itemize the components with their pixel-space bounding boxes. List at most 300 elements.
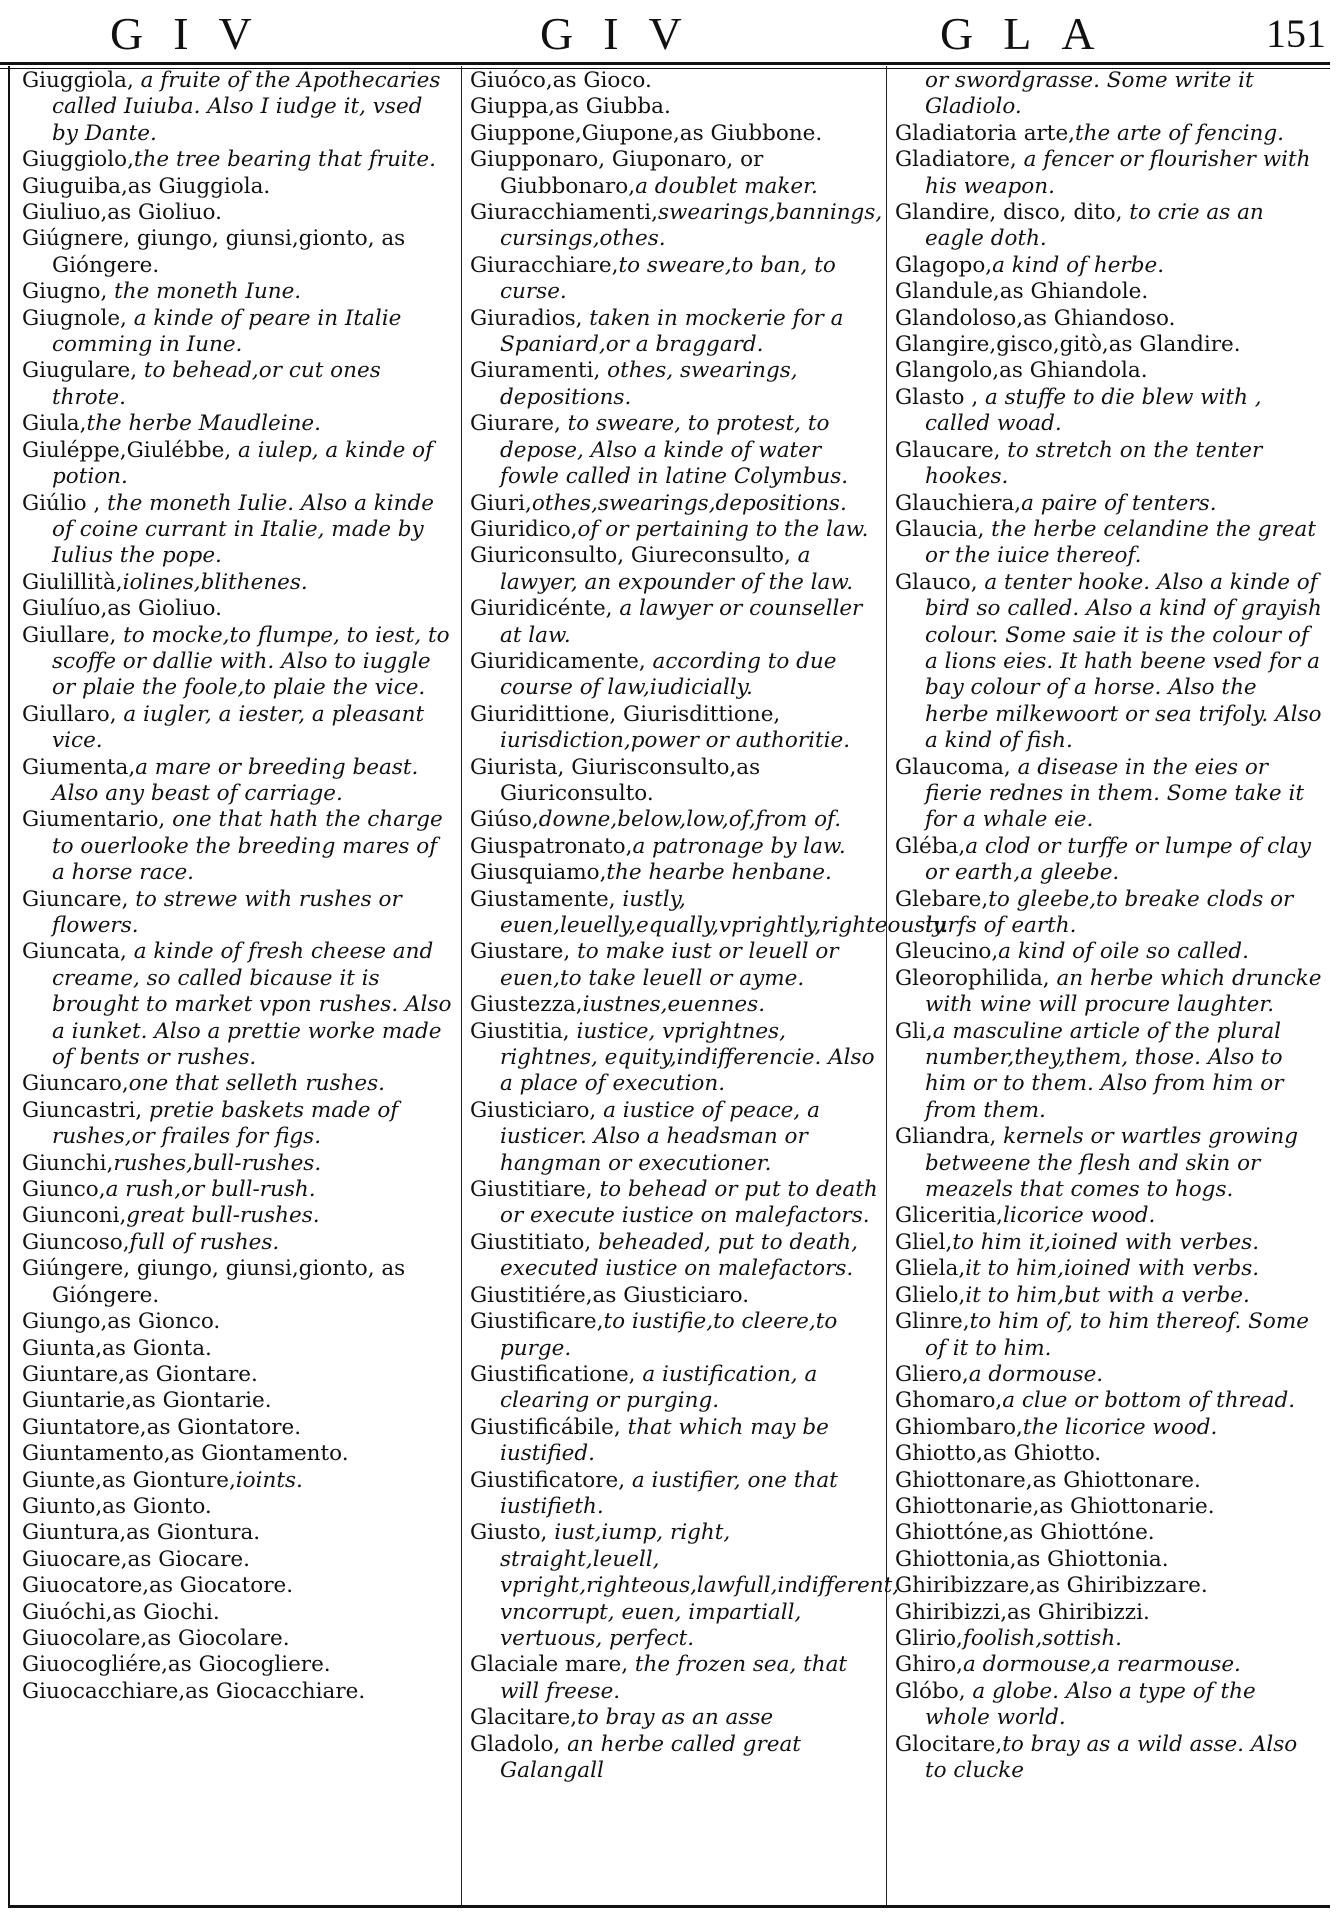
page-number: 151: [1266, 11, 1326, 56]
dictionary-entry: [895, 438, 1323, 491]
dictionary-entry: [895, 491, 1323, 517]
entry-definition: the herbe Maudleine.: [86, 411, 321, 437]
entry-headword: Gladolo,: [470, 1731, 568, 1757]
entry-definition: a lawyer, an expounder of the law.: [500, 543, 854, 595]
entry-headword: Giustamente,: [470, 886, 623, 912]
entry-headword: Glaucoma,: [895, 754, 1018, 780]
entry-headword: Giuri,: [470, 490, 532, 516]
entry-definition: a dormouse,a rearmouse.: [962, 1652, 1241, 1678]
dictionary-entry: [895, 1468, 1323, 1494]
dictionary-entry: [895, 332, 1323, 358]
entry-headword: Giúgnere, giungo, giunsi,gionto, as Gióngere.: [22, 226, 406, 278]
entry-headword: Giuridicamente,: [470, 648, 653, 674]
entry-definition: beheaded, put to death, executed iustice on malefactors.: [500, 1229, 858, 1282]
dictionary-entry: [22, 1441, 452, 1467]
dictionary-entry: [470, 1019, 878, 1098]
entry-headword: Giuracchiare,: [470, 252, 619, 278]
entry-headword: Giuocogliére,as Giocogliere.: [22, 1652, 331, 1678]
left-border: [8, 66, 10, 1906]
entry-headword: Glandoloso,as Ghiandoso.: [895, 305, 1176, 331]
entry-definition: iolines,blithenes.: [122, 569, 308, 595]
entry-headword: Giustezza,: [470, 992, 583, 1018]
entry-headword: Gladiatore,: [895, 147, 1024, 173]
dictionary-entry: [470, 807, 878, 833]
dictionary-entry: [470, 755, 878, 808]
entry-headword: Giusticiaro,: [470, 1097, 604, 1123]
entry-headword: Giustificábile,: [470, 1414, 628, 1440]
entry-definition: to sweare, to protest, to depose, Also a kinde of water fowle called in latine Colymbus.: [500, 411, 849, 490]
dictionary-entry: [470, 121, 878, 147]
entry-headword: Glandire, disco, dito,: [895, 200, 1130, 226]
entry-definition: othes, swearings, depositions.: [500, 358, 798, 410]
entry-headword: Giúso,: [470, 807, 539, 833]
dictionary-entry: [895, 306, 1323, 332]
entry-headword: Giuncata,: [22, 939, 134, 965]
entry-definition: a globe. Also a type of the whole world.: [925, 1678, 1256, 1731]
dictionary-entry: [470, 543, 878, 596]
entry-headword: Giustitiare,: [470, 1177, 600, 1203]
dictionary-entry: [895, 68, 1323, 121]
dictionary-entry: [470, 94, 878, 120]
entry-definition: a clue or bottom of thread.: [1002, 1388, 1296, 1414]
entry-definition: a kinde of fresh cheese and creame, so called bicause it is brought to market vpon rushes. Also a iunket. Also a prettie worke made of bents or rushes.: [52, 939, 452, 1071]
entry-definition: taken in mockerie for a Spaniard,or a braggard.: [500, 305, 844, 358]
dictionary-entry: [470, 1732, 878, 1785]
dictionary-entry: [22, 887, 452, 940]
dictionary-entry: [22, 1626, 452, 1652]
entry-headword: Giuridicénte,: [470, 596, 620, 622]
entry-headword: Giuridico,: [470, 516, 578, 542]
dictionary-entry: [22, 1547, 452, 1573]
dictionary-entry: [895, 1652, 1323, 1678]
dictionary-entry: [470, 860, 878, 886]
entry-definition: to mocke,to flumpe, to iest, to scoffe or dallie with. Also to iuggle or plaie the foole,to plaie the vice.: [52, 622, 450, 701]
dictionary-entry: [470, 1652, 878, 1705]
entry-headword: Glacitare,: [470, 1705, 578, 1731]
dictionary-entry: [895, 1441, 1323, 1467]
dictionary-entry: [895, 1547, 1323, 1573]
column-1: [22, 68, 452, 1705]
entry-definition: to bray as a wild asse. Also to clucke: [925, 1731, 1298, 1783]
entry-definition: a kinde of peare in Italie comming in Iune.: [52, 305, 402, 358]
entry-definition: a doublet maker.: [635, 173, 818, 199]
entry-headword: Giuncaro,: [22, 1071, 129, 1097]
entry-headword: Gleorophilida,: [895, 965, 1057, 991]
entry-definition: full of rushes.: [129, 1229, 280, 1255]
entry-definition: an herbe which druncke with wine will procure laughter.: [925, 965, 1322, 1018]
column-divider-1: [461, 66, 462, 1906]
entry-headword: Glinre,: [895, 1309, 970, 1335]
entry-headword: Ghomaro,: [895, 1388, 1003, 1414]
dictionary-entry: [895, 1230, 1323, 1256]
dictionary-entry: [895, 1573, 1323, 1599]
entry-definition: a kind of herbe.: [992, 252, 1165, 278]
column-3: [895, 68, 1323, 1784]
entry-definition: the arte of fencing.: [1075, 120, 1284, 146]
dictionary-entry: [22, 1388, 452, 1414]
dictionary-entry: [22, 1256, 452, 1309]
entry-definition: to make iust or leuell or euen,to take leuell or ayme.: [500, 939, 839, 991]
dictionary-entry: [22, 1309, 452, 1335]
dictionary-entry: [22, 200, 452, 226]
entry-headword: Ghiottóne,as Ghiottóne.: [895, 1520, 1155, 1546]
entry-headword: Giuspatronato,: [470, 833, 633, 859]
running-head-center: GIV: [540, 8, 712, 59]
dictionary-entry: [22, 570, 452, 596]
entry-headword: Giuocacchiare,as Giocacchiare.: [22, 1678, 366, 1704]
top-rule: [0, 62, 1330, 65]
dictionary-entry: [22, 1177, 452, 1203]
dictionary-entry: [895, 1679, 1323, 1732]
entry-definition: that which may be iustified.: [500, 1414, 829, 1467]
entry-headword: Glangolo,as Ghiandola.: [895, 358, 1148, 384]
dictionary-entry: [470, 1520, 900, 1652]
dictionary-entry: [22, 1415, 452, 1441]
entry-definition: to him it,ioined with verbes.: [952, 1229, 1260, 1255]
column-divider-2: [886, 66, 887, 1906]
entry-definition: kernels or wartles growing betweene the flesh and skin or meazels that comes to hogs.: [925, 1124, 1299, 1203]
entry-headword: Giuramenti,: [470, 358, 608, 384]
entry-definition: to iustifie,to cleere,to purge.: [500, 1309, 838, 1361]
entry-headword: Giulíuo,as Gioliuo.: [22, 596, 222, 622]
dictionary-entry: [470, 1415, 878, 1468]
entry-definition: foolish,sottish.: [962, 1625, 1123, 1651]
entry-headword: Gléba,: [895, 833, 966, 859]
dictionary-entry: [895, 279, 1323, 305]
entry-definition: or swordgrasse. Some write it Gladiolo.: [925, 68, 1254, 120]
dictionary-entry: [895, 755, 1323, 834]
entry-definition: of or pertaining to the law.: [577, 516, 869, 542]
entry-headword: Gladiatoria arte,: [895, 120, 1076, 146]
entry-headword: Glandule,as Ghiandole.: [895, 279, 1149, 305]
entry-headword: Ghiottonare,as Ghiottonare.: [895, 1467, 1201, 1493]
entry-headword: Giuléppe,Giulébbe,: [22, 437, 238, 463]
entry-definition: it to him,ioined with verbs.: [965, 1256, 1260, 1282]
dictionary-entry: [22, 1230, 452, 1256]
dictionary-entry: [470, 358, 878, 411]
entry-definition: a lawyer or counseller at law.: [500, 596, 863, 648]
dictionary-entry: [22, 174, 452, 200]
entry-definition: it to him,but with a verbe.: [965, 1282, 1250, 1308]
entry-headword: Ghiombaro,: [895, 1414, 1023, 1440]
dictionary-entry: [470, 702, 878, 755]
entry-headword: Ghiottonarie,as Ghiottonarie.: [895, 1493, 1215, 1519]
entry-headword: Giustitiato,: [470, 1229, 599, 1255]
dictionary-entry: [22, 147, 452, 173]
dictionary-entry: [22, 358, 452, 411]
entry-headword: Giunto,as Gionto.: [22, 1493, 212, 1519]
dictionary-entry: [470, 491, 878, 517]
dictionary-entry: [470, 1309, 878, 1362]
dictionary-entry: [22, 1468, 452, 1494]
entry-definition: a disease in the eies or fierie rednes in them. Some take it for a whale eie.: [925, 754, 1304, 833]
dictionary-entry: [470, 1098, 878, 1177]
dictionary-entry: [22, 939, 452, 1071]
entry-headword: Giunchi,: [22, 1150, 114, 1176]
entry-definition: a tenter hooke. Also a kinde of bird so called. Also a kind of grayish colour. Some saie it is the colour of a lions eies. It hath beene vsed for a bay colour of a horse. Also the herbe milkewoort or sea trifoly. Also a kind of fish.: [925, 569, 1322, 754]
entry-headword: Giustare,: [470, 939, 578, 965]
entry-definition: a clod or turffe or lumpe of clay or earth,a gleebe.: [925, 833, 1312, 886]
dictionary-entry: [895, 1494, 1323, 1520]
entry-headword: Glangire,gisco,gitò,as Glandire.: [895, 332, 1241, 358]
dictionary-entry: [22, 68, 452, 147]
entry-headword: Gleucino,: [895, 939, 999, 965]
entry-headword: Giuocatore,as Giocatore.: [22, 1573, 294, 1599]
dictionary-entry: [470, 1230, 878, 1283]
dictionary-entry: [470, 1705, 878, 1731]
entry-headword: Giuguiba,as Giuggiola.: [22, 173, 271, 199]
entry-definition: the tree bearing that fruite.: [133, 147, 436, 173]
dictionary-entry: [470, 411, 878, 490]
entry-headword: Giuggiola,: [22, 68, 141, 93]
entry-definition: the moneth Iulie. Also a kinde of coine currant in Italie, made by Iulius the pope.: [52, 490, 434, 569]
entry-definition: according to due course of law,iudicially.: [500, 648, 837, 701]
entry-definition: one that selleth rushes.: [128, 1071, 385, 1097]
dictionary-entry: [22, 1071, 452, 1097]
dictionary-entry: [22, 1600, 452, 1626]
entry-headword: Glaucare,: [895, 437, 1008, 463]
dictionary-entry: [22, 279, 452, 305]
entry-headword: Giustitiére,as Giusticiaro.: [470, 1282, 750, 1308]
dictionary-entry: [22, 1494, 452, 1520]
entry-headword: Glasto ,: [895, 384, 985, 410]
dictionary-entry: [22, 411, 452, 437]
dictionary-entry: [22, 1520, 452, 1546]
entry-headword: Giunta,as Gionta.: [22, 1335, 212, 1361]
entry-definition: the moneth Iune.: [114, 279, 302, 305]
entry-headword: Giusto,: [470, 1520, 555, 1546]
entry-definition: a mare or breeding beast. Also any beast of carriage.: [52, 754, 419, 806]
dictionary-entry: [470, 200, 883, 253]
entry-headword: Giungo,as Gionco.: [22, 1309, 221, 1335]
dictionary-entry: [22, 438, 452, 491]
dictionary-entry: [470, 68, 878, 94]
entry-definition: a rush,or bull-rush.: [105, 1177, 316, 1203]
entry-headword: Gli,: [895, 1018, 933, 1044]
entry-headword: Giurista, Giurisconsulto,as Giuriconsulto.: [470, 754, 761, 806]
dictionary-entry: [470, 939, 878, 992]
dictionary-entry: [22, 1203, 452, 1229]
entry-headword: Giuradios,: [470, 305, 590, 331]
entry-definition: to behead or put to death or execute iustice on malefactors.: [500, 1177, 878, 1229]
dictionary-entry: [895, 1019, 1323, 1125]
entry-headword: Gliel,: [895, 1229, 953, 1255]
dictionary-entry: [895, 1520, 1323, 1546]
entry-headword: Glebare,: [895, 886, 989, 912]
dictionary-entry: [22, 1679, 452, 1705]
entry-definition: licorice wood.: [1003, 1203, 1156, 1229]
dictionary-entry: [470, 992, 878, 1018]
entry-definition: a patronage by law.: [632, 833, 846, 859]
dictionary-entry: [22, 623, 452, 702]
entry-definition: a iustification, a clearing or purging.: [500, 1361, 818, 1414]
dictionary-entry: [22, 1362, 452, 1388]
dictionary-entry: [895, 121, 1323, 147]
entry-definition: downe,below,low,of,from of.: [538, 807, 842, 833]
dictionary-entry: [895, 1388, 1323, 1414]
entry-headword: Giustificatore,: [470, 1467, 632, 1493]
entry-headword: Glaciale mare,: [470, 1652, 635, 1678]
entry-headword: Ghiro,: [895, 1652, 963, 1678]
entry-headword: Giustificatione,: [470, 1361, 643, 1387]
entry-headword: Ghiotto,as Ghiotto.: [895, 1441, 1102, 1467]
entry-definition: to strewe with rushes or flowers.: [52, 886, 402, 938]
entry-definition: a dormouse.: [968, 1361, 1104, 1387]
entry-definition: a masculine article of the plural number,they,them, those. Also to him or to them. Also from him or from them.: [925, 1018, 1284, 1123]
entry-definition: to gleebe,to breake clods or turfs of earth.: [925, 886, 1294, 938]
dictionary-entry: [895, 966, 1323, 1019]
entry-headword: Gliero,: [895, 1361, 969, 1387]
dictionary-entry: [470, 517, 878, 543]
entry-headword: Glauco,: [895, 569, 985, 595]
entry-headword: Giula,: [22, 411, 87, 437]
entry-headword: Giuntarie,as Giontarie.: [22, 1388, 272, 1414]
dictionary-entry: [895, 1203, 1323, 1229]
entry-definition: to stretch on the tenter hookes.: [925, 437, 1263, 490]
dictionary-entry: [895, 1626, 1323, 1652]
entry-headword: Giugno,: [22, 279, 115, 305]
entry-headword: Giuntamento,as Giontamento.: [22, 1441, 349, 1467]
dictionary-entry: [470, 253, 878, 306]
entry-headword: Giunco,: [22, 1177, 106, 1203]
dictionary-entry: [895, 147, 1323, 200]
entry-headword: Giuntatore,as Giontatore.: [22, 1414, 302, 1440]
entry-headword: Giupponaro, Giuponaro, or Giubbonaro,: [470, 147, 764, 199]
entry-headword: Giúlio ,: [22, 490, 108, 516]
entry-definition: a stuffe to die blew with , called woad.: [925, 384, 1262, 437]
entry-headword: Gliela,: [895, 1256, 966, 1282]
dictionary-entry: [470, 306, 878, 359]
dictionary-entry: [895, 358, 1323, 384]
entry-headword: Giustificare,: [470, 1309, 604, 1335]
entry-headword: Glagopo,: [895, 252, 993, 278]
entry-headword: Giustitia,: [470, 1018, 577, 1044]
dictionary-entry: [470, 1362, 878, 1415]
dictionary-entry: [895, 1309, 1323, 1362]
entry-definition: to sweare,to ban, to curse.: [500, 252, 836, 305]
dictionary-entry: [22, 226, 452, 279]
entry-headword: Giusquiamo,: [470, 860, 607, 886]
dictionary-entry: [470, 1468, 878, 1521]
entry-headword: Giuocolare,as Giocolare.: [22, 1625, 290, 1651]
dictionary-entry: [470, 1283, 878, 1309]
dictionary-entry: [895, 939, 1323, 965]
dictionary-entry: [895, 1124, 1323, 1203]
entry-definition: iustice, vprightnes, rightnes, equity,indifferencie. Also a place of execution.: [500, 1018, 875, 1097]
entry-headword: Giulillità,: [22, 569, 123, 595]
entry-headword: Giuóco,as Gioco.: [470, 68, 652, 93]
running-head-left: GIV: [110, 8, 282, 59]
entry-headword: Glaucia,: [895, 516, 992, 542]
entry-headword: Glocitare,: [895, 1731, 1003, 1757]
dictionary-entry: [22, 1098, 452, 1151]
entry-headword: Giunconi,: [22, 1203, 127, 1229]
entry-headword: Ghiottonia,as Ghiottonia.: [895, 1546, 1169, 1572]
entry-headword: Gliceritia,: [895, 1203, 1004, 1229]
bottom-rule: [8, 1905, 1330, 1908]
entry-headword: Ghiribizzare,as Ghiribizzare.: [895, 1573, 1208, 1599]
dictionary-entry: [895, 517, 1323, 570]
entry-headword: Giuocare,as Giocare.: [22, 1546, 250, 1572]
dictionary-entry: [470, 1177, 878, 1230]
dictionary-entry: [470, 596, 878, 649]
running-head-right: GLA: [940, 8, 1125, 59]
dictionary-entry: [22, 491, 452, 570]
entry-definition: pretie baskets made of rushes,or frailes for figs.: [52, 1097, 399, 1150]
dictionary-entry: [22, 306, 452, 359]
dictionary-entry: [895, 253, 1323, 279]
entry-headword: Glauchiera,: [895, 490, 1022, 516]
entry-headword: Ghiribizzi,as Ghiribizzi.: [895, 1599, 1150, 1625]
entry-headword: Giuridittione, Giurisdittione,: [470, 701, 781, 727]
dictionary-entry: [895, 1415, 1323, 1441]
entry-definition: ioints.: [235, 1467, 303, 1493]
entry-headword: Giuppone,Giupone,as Giubbone.: [470, 120, 823, 146]
dictionary-entry: [22, 702, 452, 755]
dictionary-entry: [22, 807, 452, 886]
entry-headword: Giuncastri,: [22, 1097, 150, 1123]
entry-definition: great bull-rushes.: [126, 1203, 320, 1229]
entry-headword: Giuriconsulto, Giureconsulto,: [470, 543, 798, 569]
dictionary-entry: [470, 834, 878, 860]
dictionary-entry: [895, 1732, 1323, 1785]
entry-definition: to behead,or cut ones throte.: [52, 358, 381, 410]
entry-definition: to crie as an eagle doth.: [925, 200, 1264, 252]
entry-definition: rushes,bull-rushes.: [113, 1150, 322, 1176]
entry-definition: to bray as an asse: [577, 1705, 774, 1731]
entry-definition: a iulep, a kinde of potion.: [52, 437, 434, 490]
entry-definition: a fruite of the Apothecaries called Iuiuba. Also I iudge it, vsed by Dante.: [52, 68, 441, 146]
dictionary-entry: [22, 1151, 452, 1177]
dictionary-entry: [895, 1256, 1323, 1282]
entry-headword: Giuncare,: [22, 886, 136, 912]
entry-headword: Giúngere, giungo, giunsi,gionto, as Gióngere.: [22, 1256, 406, 1308]
entry-definition: swearings,bannings, cursings,othes.: [500, 200, 883, 252]
entry-definition: an herbe called great Galangall: [500, 1731, 801, 1783]
entry-headword: Giumenta,: [22, 754, 136, 780]
dictionary-entry: [470, 147, 878, 200]
entry-headword: Giuóchi,as Giochi.: [22, 1599, 220, 1625]
entry-headword: Giuracchiamenti,: [470, 200, 658, 226]
entry-definition: a paire of tenters.: [1021, 490, 1217, 516]
dictionary-entry: [22, 596, 452, 622]
entry-headword: Giuppa,as Giubba.: [470, 94, 671, 120]
dictionary-entry: [895, 834, 1323, 887]
entry-headword: Giuliuo,as Gioliuo.: [22, 200, 222, 226]
dictionary-entry: [895, 1600, 1323, 1626]
entry-headword: Giurare,: [470, 411, 568, 437]
entry-headword: Gliandra,: [895, 1124, 1004, 1150]
entry-definition: a kind of oile so called.: [998, 939, 1249, 965]
entry-definition: a iustifier, one that iustifieth.: [500, 1467, 838, 1519]
entry-headword: Giuntura,as Giontura.: [22, 1520, 261, 1546]
entry-headword: Giuggiolo,: [22, 147, 134, 173]
entry-definition: to him of, to him thereof. Some of it to him.: [925, 1309, 1309, 1361]
entry-definition: iustnes,euennes.: [582, 992, 766, 1018]
entry-headword: Giullaro,: [22, 701, 124, 727]
entry-headword: Giugulare,: [22, 358, 144, 384]
entry-headword: Giuntare,as Giontare.: [22, 1361, 258, 1387]
entry-definition: a iugler, a iester, a pleasant vice.: [52, 701, 425, 754]
dictionary-entry: [895, 887, 1323, 940]
entry-definition: one that hath the charge to ouerlooke the breeding mares of a horse race.: [52, 807, 443, 886]
dictionary-entry: [895, 1283, 1323, 1309]
entry-headword: Giugnole,: [22, 305, 134, 331]
entry-definition: the frozen sea, that will freese.: [500, 1652, 848, 1704]
dictionary-entry: [895, 570, 1323, 755]
dictionary-entry: [22, 1336, 452, 1362]
entry-definition: iust,iump, right, straight,leuell, vpright,righteous,lawfull,indifferent, vncorrupt, euen, impartiall, vertuous, perfect.: [500, 1520, 900, 1651]
